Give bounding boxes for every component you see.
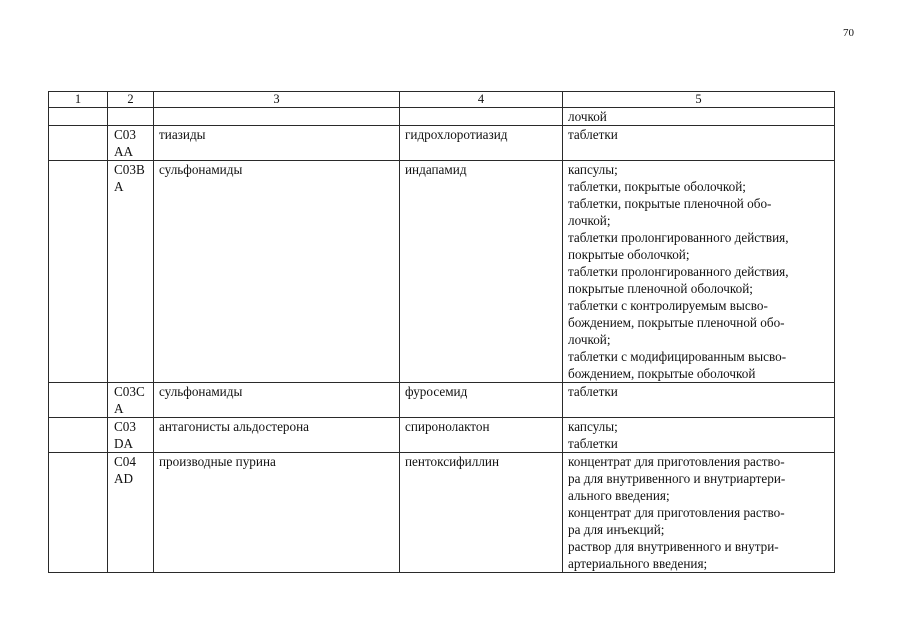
column-header-4: 4 bbox=[400, 92, 563, 108]
table-row bbox=[49, 126, 835, 161]
table-row bbox=[49, 161, 835, 383]
group-name-cell: производные пурина bbox=[154, 453, 400, 573]
group-name-cell bbox=[154, 108, 400, 126]
table-cell bbox=[49, 108, 108, 126]
atc-code-cell: С03 DA bbox=[108, 418, 154, 453]
drug-name-cell: фуросемид bbox=[400, 383, 563, 418]
atc-code-cell: С03С А bbox=[108, 383, 154, 418]
drug-name-cell: гидрохлоротиазид bbox=[400, 126, 563, 161]
atc-code-cell bbox=[108, 108, 154, 126]
dosage-form-cell: лочкой bbox=[563, 108, 835, 126]
table-row bbox=[49, 383, 835, 418]
dosage-form-cell: капсулы; таблетки bbox=[563, 418, 835, 453]
table-cell bbox=[49, 383, 108, 418]
page-number: 70 bbox=[843, 27, 854, 39]
table-row bbox=[49, 418, 835, 453]
drug-name-cell bbox=[400, 108, 563, 126]
group-name-cell: антагонисты альдостерона bbox=[154, 418, 400, 453]
column-header-5: 5 bbox=[563, 92, 835, 108]
column-header-3: 3 bbox=[154, 92, 400, 108]
dosage-form-cell: капсулы; таблетки, покрытые оболочкой; таблетки, покрытые пленочной обо- лочкой; таблетки пролонгированного действия, покрытые оболочкой; таблетки пролонгированного действия, покрытые пленочной оболочкой; таблетки с контролируемым высво- бождением, покрытые пленочной обо- лочкой; таблетки с модифицированным высво- бождением, покрытые оболочкой bbox=[563, 161, 835, 383]
drug-classification-table bbox=[48, 91, 835, 573]
table-cell bbox=[49, 453, 108, 573]
table-row bbox=[49, 453, 835, 573]
drug-name-cell: индапамид bbox=[400, 161, 563, 383]
atc-code-cell: С03В А bbox=[108, 161, 154, 383]
table-row bbox=[49, 108, 835, 126]
dosage-form-cell: концентрат для приготовления раство- ра для внутривенного и внутриартери- ального введения; концентрат для приготовления раство- ра для инъекций; раствор для внутривенного и внутри- артериального введения; bbox=[563, 453, 835, 573]
table-cell bbox=[49, 126, 108, 161]
group-name-cell: сульфонамиды bbox=[154, 161, 400, 383]
dosage-form-cell: таблетки bbox=[563, 383, 835, 418]
group-name-cell: сульфонамиды bbox=[154, 383, 400, 418]
dosage-form-cell: таблетки bbox=[563, 126, 835, 161]
group-name-cell: тиазиды bbox=[154, 126, 400, 161]
table-cell bbox=[49, 161, 108, 383]
table-header-row bbox=[49, 92, 835, 108]
drug-name-cell: спиронолактон bbox=[400, 418, 563, 453]
drug-name-cell: пентоксифиллин bbox=[400, 453, 563, 573]
column-header-2: 2 bbox=[108, 92, 154, 108]
atc-code-cell: С03 АА bbox=[108, 126, 154, 161]
column-header-1: 1 bbox=[49, 92, 108, 108]
table-cell bbox=[49, 418, 108, 453]
atc-code-cell: С04 AD bbox=[108, 453, 154, 573]
